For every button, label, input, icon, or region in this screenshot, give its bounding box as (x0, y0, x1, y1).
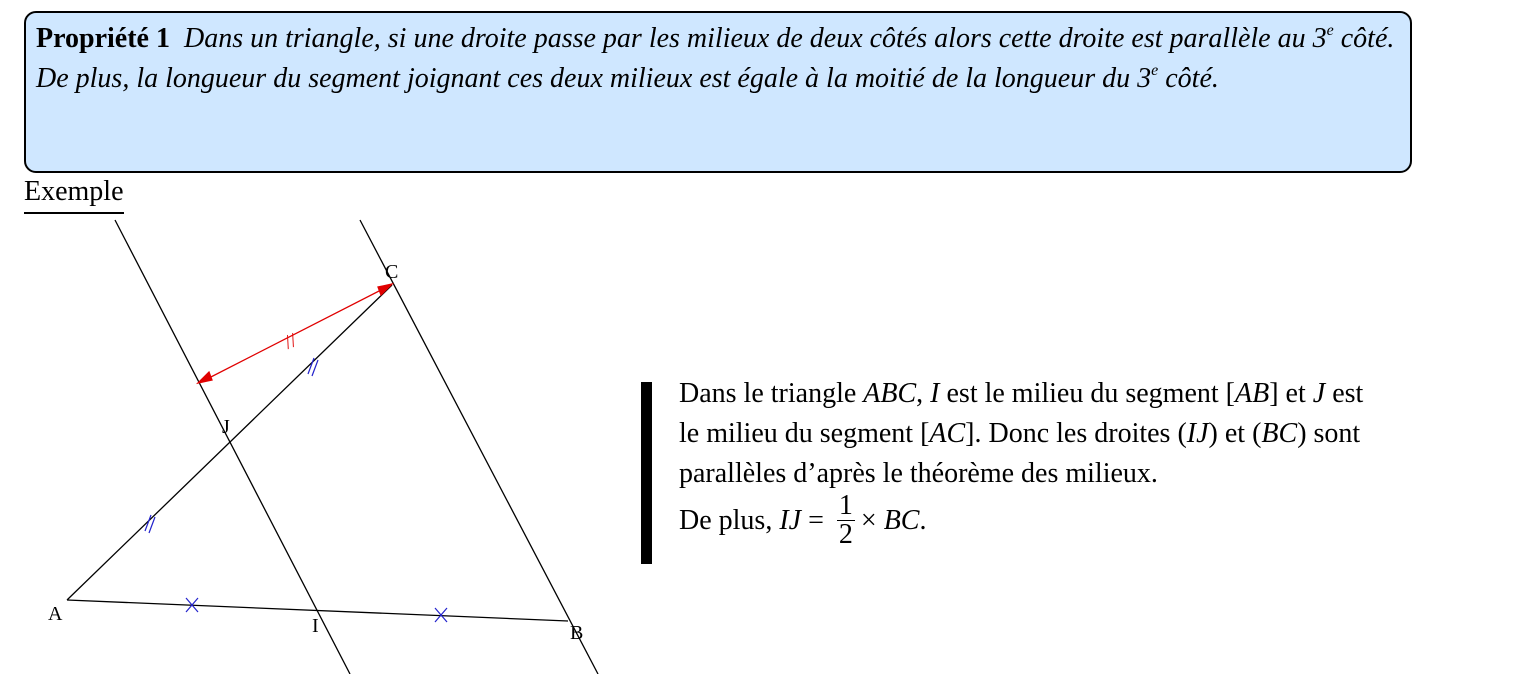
proof-line-4 (679, 490, 1513, 551)
math-bc: BC (1261, 418, 1298, 449)
parallel-arrow (198, 284, 392, 383)
fraction-denominator: 2 (838, 519, 853, 550)
property-text-2-end: côté. (1165, 63, 1219, 94)
proof-text-seg: est (1325, 378, 1364, 409)
proof-text-seg: le milieu du segment [ (679, 418, 930, 449)
proof-text-seg: , (916, 378, 931, 409)
fraction-numerator: 1 (838, 490, 853, 521)
proof-text-seg: est le milieu du segment [ (939, 378, 1235, 409)
point-label-J: J (222, 416, 230, 438)
math-ab: AB (1235, 378, 1270, 409)
point-label-I: I (312, 615, 319, 637)
math-abc: ABC (863, 378, 917, 409)
math-bc-2: BC (883, 504, 920, 536)
property-text-2: De plus, la longueur du segment joignant ces deux milieux est égale à la moitié de la longueur du 3 (36, 63, 1152, 94)
property-sup-2: e (1151, 62, 1159, 79)
math-ac: AC (929, 418, 966, 449)
property-text-1: Dans un triangle, si une droite passe par les milieux de deux côtés alors cette droite est parallèle au 3 (183, 23, 1327, 54)
property-label: Propriété 1 (36, 23, 170, 54)
times-sign: × (860, 504, 884, 536)
property-box (24, 11, 1412, 173)
proof-text-seg: ) et ( (1208, 418, 1262, 449)
property-sup-1: e (1326, 22, 1334, 39)
proof-text-seg: ) sont (1297, 418, 1361, 449)
proof-text-seg: Dans le triangle (679, 378, 864, 409)
proof-text-seg: De plus, (679, 504, 780, 536)
proof-line-1 (679, 374, 1513, 414)
proof-text (679, 374, 1513, 551)
property-statement (36, 19, 1402, 59)
segment-AC (67, 285, 392, 600)
math-j: J (1312, 378, 1326, 409)
triangle-figure (0, 210, 620, 674)
proof-text-seg: . (919, 504, 927, 536)
math-ij-2: IJ (779, 504, 802, 536)
fraction-one-half (837, 492, 855, 549)
tick-marks (145, 358, 447, 622)
proof-line-3: parallèles d’après le théorème des milieux. (679, 458, 1158, 489)
example-title: Exemple (24, 174, 124, 214)
property-text-1-end: côté. (1340, 23, 1395, 54)
math-ij: IJ (1186, 418, 1209, 449)
point-label-B: B (570, 622, 584, 644)
proof-text-seg: ]. Donc les droites ( (965, 418, 1187, 449)
math-i: I (930, 378, 940, 409)
parallel-mark: // (281, 329, 300, 354)
proof-text-seg: ] et (1269, 378, 1313, 409)
proof-line-2 (679, 414, 1513, 454)
property-complement (36, 59, 1402, 99)
equals-sign: = (801, 504, 831, 536)
line-IJ (115, 220, 350, 674)
point-label-C: C (385, 261, 399, 283)
point-label-A: A (48, 603, 63, 625)
proof-side-bar (641, 382, 652, 564)
line-BC (360, 220, 598, 674)
